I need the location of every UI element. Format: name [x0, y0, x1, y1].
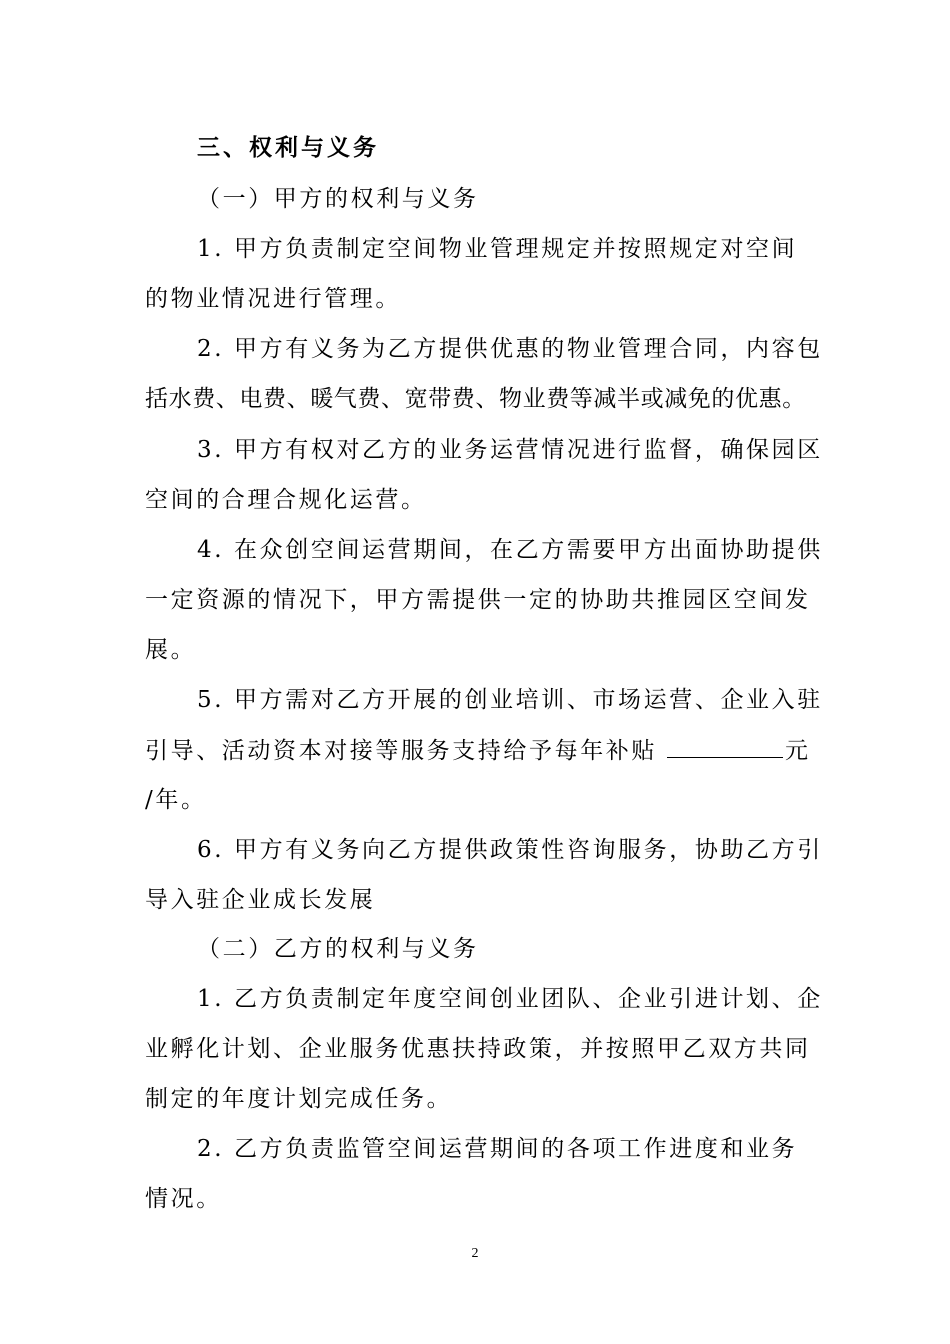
- paragraph-line: 2. 甲方有义务为乙方提供优惠的物业管理合同，内容包: [197, 336, 823, 362]
- paragraph-line: 制定的年度计划完成任务。: [145, 1086, 453, 1112]
- paragraph-line: 展。: [145, 637, 197, 663]
- paragraph-line: 5. 甲方需对乙方开展的创业培训、市场运营、企业入驻: [197, 687, 823, 713]
- paragraph-line: 导入驻企业成长发展: [145, 887, 376, 913]
- subsection-title: （一）甲方的权利与义务: [197, 186, 479, 212]
- paragraph-line: 1. 乙方负责制定年度空间创业团队、企业引进计划、企: [197, 986, 823, 1012]
- unit-label: 元: [785, 738, 811, 764]
- paragraph-line: 4. 在众创空间运营期间，在乙方需要甲方出面协助提供: [197, 537, 823, 563]
- paragraph-line: 一定资源的情况下，甲方需提供一定的协助共推园区空间发: [145, 587, 811, 613]
- page-number: 2: [471, 1246, 479, 1261]
- paragraph-line: 括水费、电费、暖气费、宽带费、物业费等减半或减免的优惠。: [145, 386, 806, 412]
- section-title: 三、权利与义务: [197, 135, 379, 161]
- paragraph-line: 空间的合理合规化运营。: [145, 487, 427, 513]
- paragraph-line: /年。: [145, 787, 207, 813]
- paragraph-line: 6. 甲方有义务向乙方提供政策性咨询服务，协助乙方引: [197, 837, 823, 863]
- paragraph-line: 1. 甲方负责制定空间物业管理规定并按照规定对空间: [197, 236, 798, 262]
- paragraph-text: 引导、活动资本对接等服务支持给予每年补贴: [145, 738, 657, 764]
- fill-in-blank: [667, 735, 783, 758]
- subsection-title: （二）乙方的权利与义务: [197, 936, 479, 962]
- paragraph-line: 业孵化计划、企业服务优惠扶持政策，并按照甲乙双方共同: [145, 1036, 811, 1062]
- paragraph-line: 的物业情况进行管理。: [145, 286, 401, 312]
- paragraph-line: 情况。: [145, 1186, 222, 1212]
- paragraph-line: 2. 乙方负责监管空间运营期间的各项工作进度和业务: [197, 1136, 798, 1162]
- paragraph-line-with-blank: [145, 735, 811, 766]
- paragraph-line: 3. 甲方有权对乙方的业务运营情况进行监督，确保园区: [197, 437, 823, 463]
